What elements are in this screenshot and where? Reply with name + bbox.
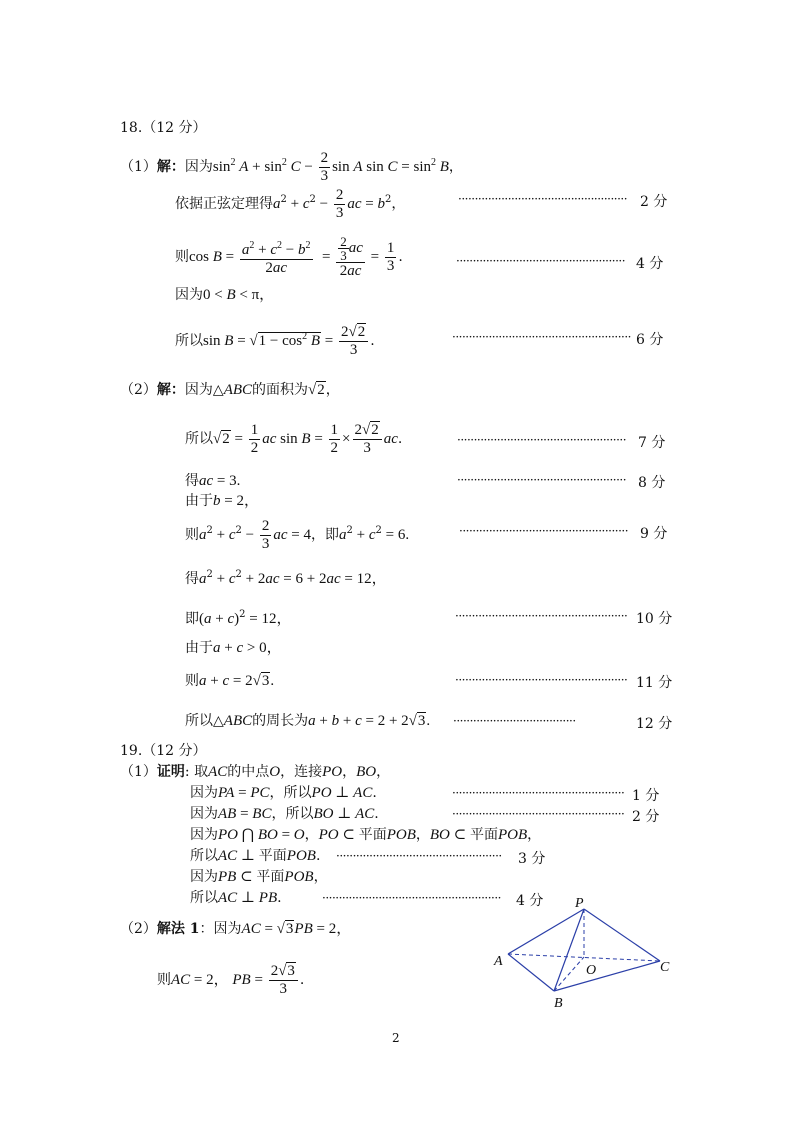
text: 所以 bbox=[190, 890, 218, 906]
text: ，所以 bbox=[271, 806, 314, 822]
score-6: 6 分 bbox=[636, 332, 664, 348]
edge-BO bbox=[554, 957, 584, 991]
text: ：因为 bbox=[199, 921, 242, 937]
q18-header: 18.（12 分） bbox=[120, 120, 207, 136]
text: 平面 bbox=[469, 827, 498, 843]
q18-line2: 依据正弦定理得$a^2 + c^2$ − $\frac{2}{3}$ ac = $b^2$， bbox=[175, 186, 406, 221]
text: 所以 bbox=[185, 431, 213, 447]
proof-label: 证明 bbox=[156, 764, 185, 780]
dot-leader: ··················································· bbox=[458, 192, 628, 206]
dot-leader: ······················································ bbox=[322, 891, 501, 905]
fraction: $\frac{2}{3}$ bbox=[320, 149, 329, 184]
text: 因为 bbox=[190, 806, 218, 822]
text: : 取 bbox=[184, 764, 209, 780]
score-9: 9 分 bbox=[640, 526, 668, 542]
score-11: 11 分 bbox=[636, 675, 673, 691]
text: 的面积为 bbox=[252, 382, 309, 398]
q18-line3: 则cos B = $\frac{a^2 + c^2 - b^2}{2ac}$ = $\frac{2}{3}$ ac 2ac = $\frac{1}{3}$ . bbox=[175, 233, 403, 279]
text: 因为 bbox=[175, 287, 203, 303]
text: 平面 bbox=[256, 869, 285, 885]
edge-AB bbox=[508, 954, 554, 991]
text: 则 bbox=[157, 972, 171, 988]
label-A: A bbox=[494, 954, 503, 969]
text: 得 bbox=[185, 571, 199, 587]
text: ，即 bbox=[311, 527, 339, 543]
q19-score-3: 3 分 bbox=[518, 851, 546, 867]
part-label: （1） bbox=[120, 764, 157, 780]
text: ，连接 bbox=[280, 764, 323, 780]
score-2: 2 分 bbox=[640, 194, 668, 210]
score-10: 10 分 bbox=[636, 611, 673, 627]
label-B: B bbox=[554, 996, 563, 1011]
q18-line11: 得$a^2 + c^2 + 2ac = 6 + 2ac = 12$， bbox=[185, 569, 387, 587]
dot-leader: ··················································· bbox=[457, 433, 627, 447]
dot-leader: ··················································· bbox=[459, 524, 629, 538]
solve-label: 解： bbox=[156, 382, 185, 398]
q18-part1-line1: （1）解：因为$\sin^2 A + \sin^2 C$ − $\frac{2}{3}$ sin A $\sin C = \sin^2 B$， bbox=[120, 149, 463, 184]
text: 由于 bbox=[185, 640, 213, 656]
text: 的周长为 bbox=[252, 713, 309, 729]
q19-part1-line1: （1）证明: 取AC的中点O，连接PO，BO， bbox=[120, 764, 391, 780]
text: 得 bbox=[185, 473, 199, 489]
q19-part2-line1: （2）解法 1：因为AC = √3PB = 2， bbox=[120, 921, 352, 937]
q19-line2: 因为PA = PC，所以PO ⊥ AC. bbox=[190, 785, 377, 801]
text: 由于 bbox=[185, 493, 213, 509]
q19-score-2: 2 分 bbox=[632, 809, 660, 825]
q18-line4: 因为0 < B < π， bbox=[175, 287, 275, 303]
text: 的中点 bbox=[227, 764, 270, 780]
q19-line5: 所以AC ⊥ 平面POB. bbox=[190, 848, 321, 864]
edge-BC bbox=[554, 961, 660, 991]
q19-score-4: 4 分 bbox=[516, 893, 544, 909]
text: 依据正弦定理得 bbox=[175, 196, 273, 212]
score-8: 8 分 bbox=[638, 475, 666, 491]
text: 因为 bbox=[190, 785, 218, 801]
score-12: 12 分 bbox=[636, 716, 673, 732]
dot-leader: ····································· bbox=[453, 714, 576, 728]
page-number: 2 bbox=[392, 1031, 400, 1045]
q18-line9: 由于b = 2， bbox=[185, 493, 259, 509]
q18-line7: 所以√2 = $\frac{1}{2}$ ac sin B = $\frac{1}{2}$ × $\frac{2√2}{3}$ ac. bbox=[185, 421, 403, 456]
text: 则 bbox=[175, 249, 189, 265]
q19-line7: 所以AC ⊥ PB. bbox=[190, 890, 282, 906]
text: 所以 bbox=[190, 848, 218, 864]
dot-leader: ··················································· bbox=[456, 254, 626, 268]
text: 平面 bbox=[258, 848, 287, 864]
pyramid-figure bbox=[490, 893, 680, 1013]
label-C: C bbox=[660, 960, 670, 975]
q18-line12: 即$(a + c)^2 = 12$， bbox=[185, 609, 292, 627]
label-O: O bbox=[586, 963, 597, 978]
label-P: P bbox=[575, 896, 584, 911]
text: 即 bbox=[185, 611, 199, 627]
text: 所以△ bbox=[185, 713, 224, 729]
q19-line3: 因为AB = BC，所以BO ⊥ AC. bbox=[190, 806, 379, 822]
text: ，所以 bbox=[269, 785, 312, 801]
edge-PA bbox=[508, 909, 584, 954]
dot-leader: ···················································· bbox=[455, 609, 628, 623]
q18-line10: 则$a^2 + c^2$ − $\frac{2}{3}$ ac = 4，即$a^2 + c^2 = 6$. bbox=[185, 517, 410, 552]
q19-line4: 因为PO ⋂ BO = O，PO ⊂ 平面POB，BO ⊂ 平面POB， bbox=[190, 827, 542, 843]
text: 因为 bbox=[190, 869, 218, 885]
dot-leader: ···················································· bbox=[452, 807, 625, 821]
text: 因为 bbox=[190, 827, 218, 843]
q18-line5: 所以$\sin B = √1 - \cos^2 B$ = $\frac{2√2}{3}$ . bbox=[175, 323, 375, 358]
edge-PB bbox=[554, 909, 584, 991]
text: 则 bbox=[185, 527, 199, 543]
part-label: （1） bbox=[120, 159, 157, 175]
text: 因为△ bbox=[184, 382, 224, 398]
dot-leader: ··················································· bbox=[457, 473, 627, 487]
score-7: 7 分 bbox=[638, 435, 666, 451]
dot-leader: ···················································· bbox=[452, 786, 625, 800]
dot-leader: ······················································ bbox=[452, 330, 631, 344]
q19-header: 19.（12 分） bbox=[120, 743, 207, 759]
dot-leader: ···················································· bbox=[455, 673, 628, 687]
q18-line15: 所以△ABC的周长为a + b + c = 2 + 2√3. bbox=[185, 713, 431, 729]
text: 因为 bbox=[184, 159, 213, 175]
q19-score-1: 1 分 bbox=[632, 788, 660, 804]
q18-part2-line1: （2）解：因为△ABC的面积为√2， bbox=[120, 382, 340, 398]
q19-line6: 因为PB ⊂ 平面POB， bbox=[190, 869, 328, 885]
dot-leader: ·················································· bbox=[336, 849, 502, 863]
q18-line13: 由于a + c > 0， bbox=[185, 640, 282, 656]
score-4: 4 分 bbox=[636, 256, 664, 272]
text: 则 bbox=[185, 673, 199, 689]
q18-line14: 则a + c = 2√3. bbox=[185, 673, 275, 689]
q19-line9: 则AC = 2， PB = $\frac{2√3}{3}$ . bbox=[157, 962, 305, 997]
edge-PC bbox=[584, 909, 660, 961]
method-label: 解法 1 bbox=[156, 921, 200, 937]
solve-label: 解： bbox=[156, 159, 185, 175]
text: 所以 bbox=[175, 333, 203, 349]
text: 平面 bbox=[358, 827, 387, 843]
part-label: （2） bbox=[120, 921, 157, 937]
part-label: （2） bbox=[120, 382, 157, 398]
q18-line8: 得ac = 3. bbox=[185, 473, 241, 489]
